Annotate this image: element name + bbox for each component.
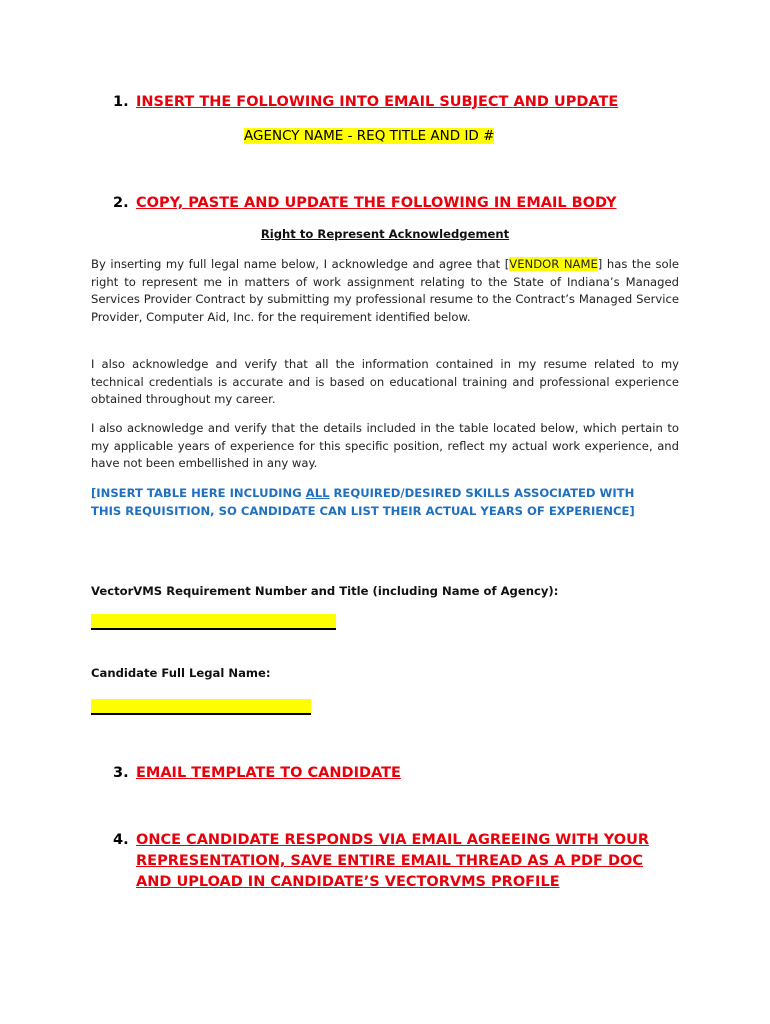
step-number: 1. [113,94,129,110]
step-2-heading [113,193,617,214]
step-number: 2. [113,195,129,211]
insert-table-instruction [91,485,651,520]
step-number: 3. [113,765,129,781]
subject-placeholder-text: AGENCY NAME - REQ TITLE AND ID # [244,128,495,144]
vendor-name-placeholder: VENDOR NAME [509,257,598,271]
acknowledgement-paragraph-2: I also acknowledge and verify that all the information contained in my resume related to my technical credentials is accurate and is based on educational training and professional experience obtained throughout my career. [91,357,679,407]
candidate-name-label: Candidate Full Legal Name: [91,666,271,680]
requirement-blank-line [91,628,336,630]
instruction-end: REQUIRED/DESIRED SKILLS ASSOCIATED WITH THIS REQUISITION, SO CANDIDATE CAN LIST THEIR ACTUAL YEARS OF EXPERIENCE] [91,486,635,518]
email-subject-placeholder [244,127,494,145]
step-4-line-1: ONCE CANDIDATE RESPONDS VIA EMAIL AGREEING WITH YOUR [136,832,650,848]
requirement-label: VectorVMS Requirement Number and Title (including Name of Agency): [91,584,559,598]
step-3-text: EMAIL TEMPLATE TO CANDIDATE [136,765,401,781]
step-4-heading [113,830,649,851]
acknowledgement-paragraph-3: I also acknowledge and verify that the details included in the table located below, which pertain to my applicable years of experience for this specific position, reflect my actual work experience, and have not been embellished in any way. [91,421,679,471]
p1-start: By inserting my full legal name below, I acknowledge and agree that [ [91,257,510,271]
step-number: 4. [113,832,129,848]
step-1-text: INSERT THE FOLLOWING INTO EMAIL SUBJECT AND UPDATE [136,94,619,110]
step-4-line-3: AND UPLOAD IN CANDIDATE’S VECTORVMS PROFILE [136,874,560,890]
instruction-start: [INSERT TABLE HERE INCLUDING [91,486,306,500]
instruction-all: ALL [305,486,330,500]
acknowledgement-title: Right to Represent Acknowledgement [260,227,510,241]
acknowledgement-paragraph-1 [91,256,679,326]
step-2-text: COPY, PASTE AND UPDATE THE FOLLOWING IN EMAIL BODY [136,195,617,211]
step-4-line-2-wrap [136,851,643,872]
p1-end: ] has the sole right to represent me in matters of work assignment relating to the State of Indiana’s Managed Services Provider Contract by submitting my professional resume to the Contract’s Managed Service Provider, Computer Aid, Inc. for the requirement identified below. [91,257,679,324]
step-3-heading [113,763,401,784]
step-4-line-2: REPRESENTATION, SAVE ENTIRE EMAIL THREAD AS A PDF DOC [136,853,643,869]
step-4-line-3-wrap [136,872,560,893]
step-1-heading [113,92,618,113]
candidate-blank-line [91,713,311,715]
